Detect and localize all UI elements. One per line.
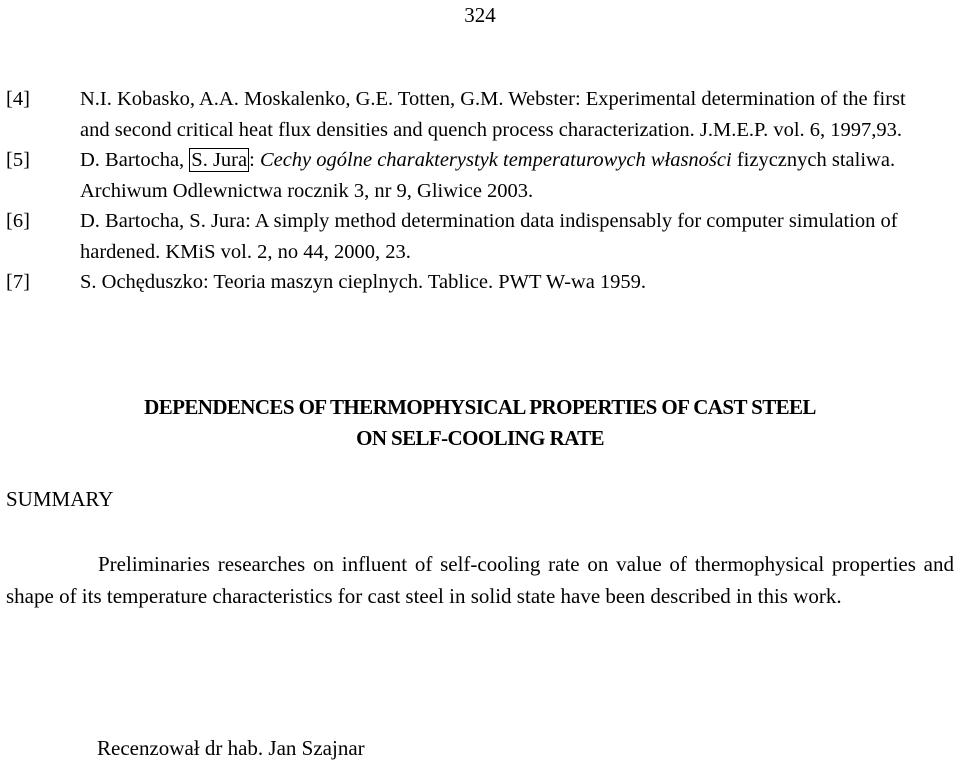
reference-text <box>80 145 936 206</box>
reference-source: fizycznych staliwa. Archiwum Odlewnictwa rocznik 3, nr 9, Gliwice 2003. <box>80 149 896 202</box>
reference-item-7 <box>6 267 936 298</box>
article-title-line-2: ON SELF-COOLING RATE <box>356 426 604 450</box>
reference-source: J.M.E.P. vol. 6, 1997,93. <box>694 118 903 141</box>
reference-text: S. Ochęduszko: Teoria maszyn cieplnych. Tablice. PWT W-wa 1959. <box>80 271 647 293</box>
reference-text <box>80 84 936 145</box>
summary-paragraph: Preliminaries researches on influent of self-cooling rate on value of thermophysical properties and shape of its temperature characteristics for cast steel in solid state have been described in this work. <box>6 552 954 608</box>
reference-item-6 <box>6 206 936 267</box>
article-title-line-1: DEPENDENCES OF THERMOPHYSICAL PROPERTIES OF CAST STEEL <box>144 395 816 419</box>
article-title <box>0 392 960 454</box>
reviewer-line: Recenzował dr hab. Jan Szajnar <box>97 736 365 760</box>
page-number: 324 <box>464 3 496 27</box>
reference-text: D. Bartocha, S. Jura: A simply method determination data indispensably for computer simulation of hardened. KMiS vol. 2, no 44, 2000, 23. <box>80 210 898 263</box>
references-list <box>6 84 936 298</box>
summary-heading: SUMMARY <box>6 487 114 511</box>
reference-number: [5] <box>6 149 30 171</box>
reference-authors: N.I. Kobasko, A.A. Moskalenko, G.E. Totten, G.M. Webster: <box>80 88 586 110</box>
reference-title: Cechy ogólne charakterystyk temperaturowych własności <box>259 149 732 171</box>
reference-number: [4] <box>6 88 30 110</box>
reference-title: Experimental determination of the first and second critical heat flux densities and quench process characterization. <box>80 88 906 141</box>
reference-item-5 <box>6 145 936 206</box>
reference-authors: D. Bartocha, <box>80 149 190 171</box>
reference-item-4 <box>6 84 936 145</box>
reference-number: [7] <box>6 271 30 293</box>
reference-author-separator: : <box>249 149 260 171</box>
reference-number: [6] <box>6 210 30 232</box>
highlighted-author: S. Jura <box>191 149 248 171</box>
